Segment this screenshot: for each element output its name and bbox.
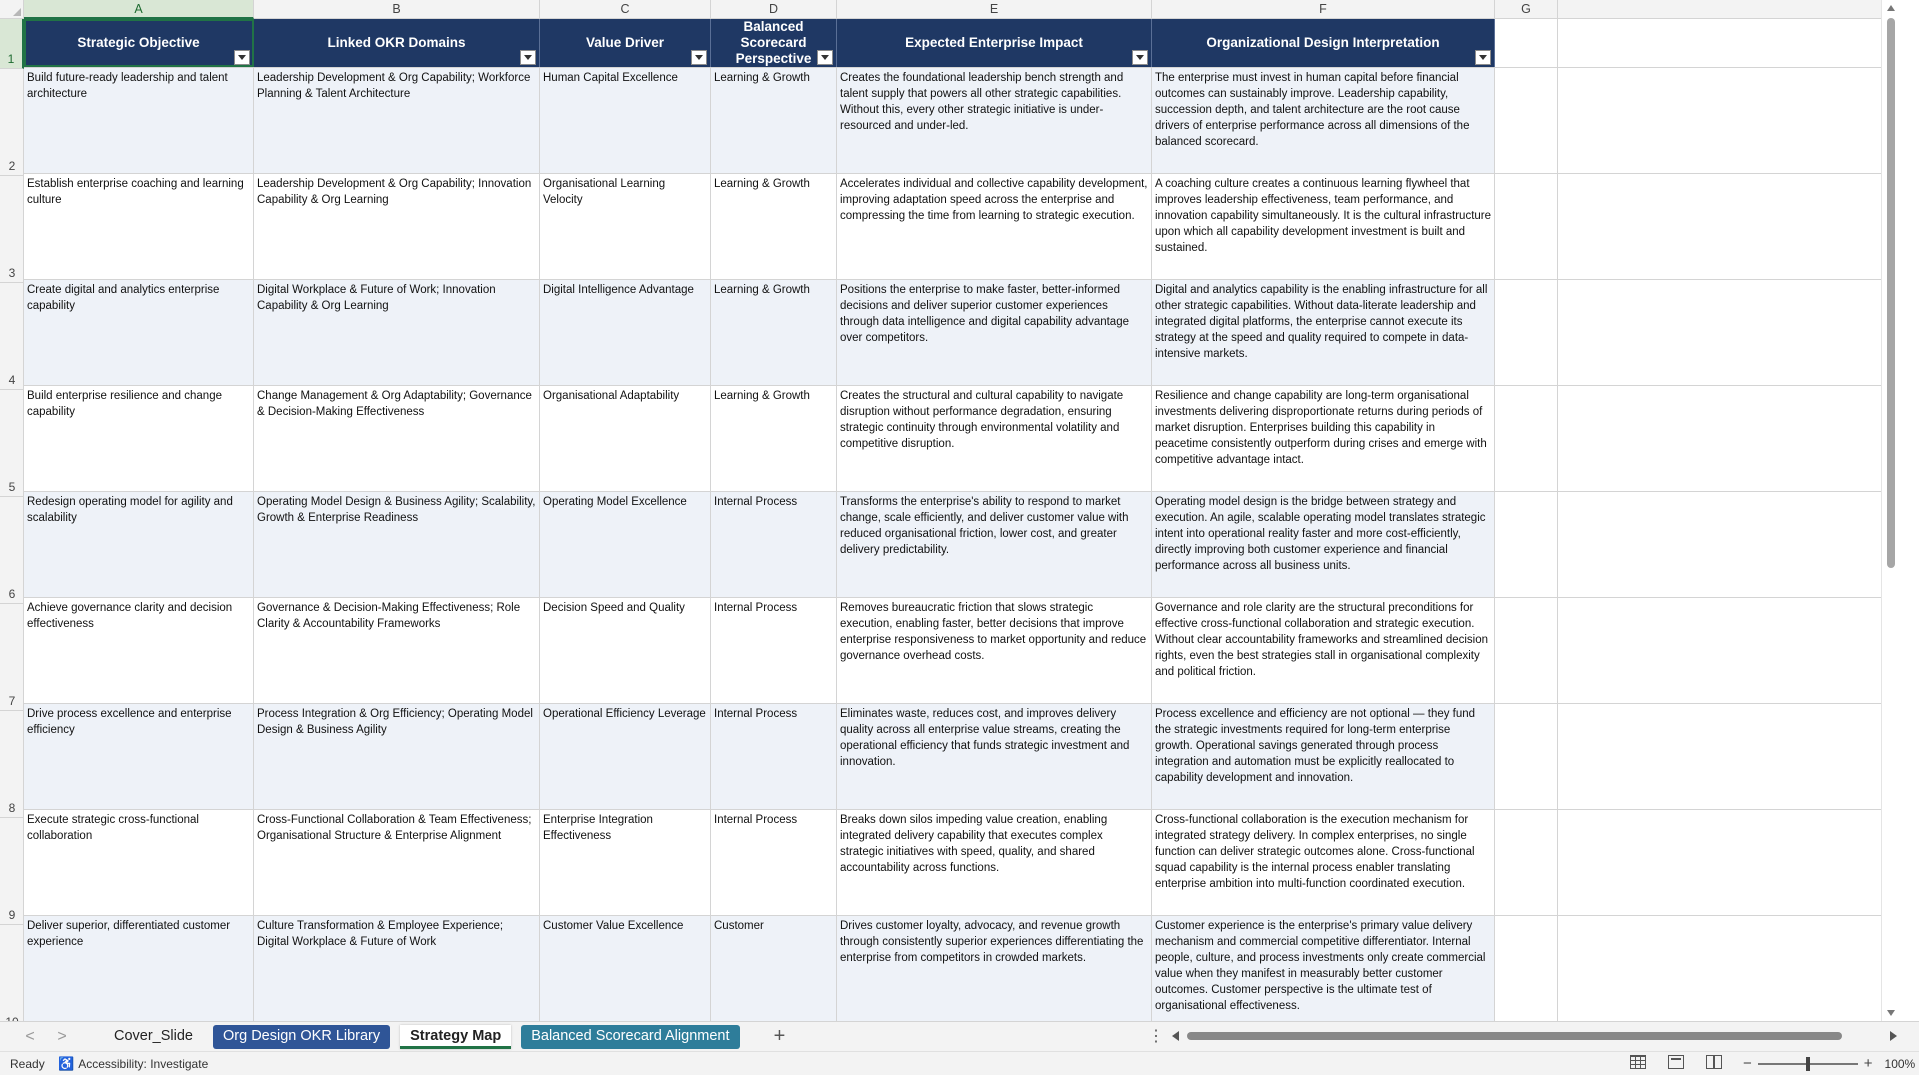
page-layout-view-icon[interactable] xyxy=(1668,1055,1684,1069)
row-header[interactable]: 9 xyxy=(0,818,24,925)
cell-expected-impact[interactable]: Accelerates individual and collective capability development, improving adaptation speed across the enterprise and compressing the time from learning to strategic execution. xyxy=(837,174,1152,279)
cell-org-design-interpretation[interactable]: The enterprise must invest in human capital before financial outcomes can sustainably improve. Leadership capability, succession depth, and talent architecture are the root cause drivers of enterprise performance across all dimensions of the balanced scorecard. xyxy=(1152,68,1495,173)
table-row xyxy=(24,492,1900,598)
tab-next-icon[interactable]: > xyxy=(57,1027,67,1045)
scroll-left-icon[interactable] xyxy=(1172,1031,1179,1041)
cell-expected-impact[interactable]: Creates the structural and cultural capability to navigate disruption without performance degradation, ensuring strategic continuity through environmental volatility and competitive disruption. xyxy=(837,386,1152,491)
cell-linked-okr-domains[interactable]: Governance & Decision-Making Effectiveness; Role Clarity & Accountability Frameworks xyxy=(254,598,540,703)
empty-cell[interactable] xyxy=(1495,68,1558,173)
cell-bsc-perspective[interactable]: Internal Process xyxy=(711,810,837,915)
cell-bsc-perspective[interactable]: Learning & Growth xyxy=(711,280,837,385)
accessibility-label: Accessibility: Investigate xyxy=(78,1056,209,1071)
cell-area xyxy=(24,19,1900,1021)
cell-expected-impact[interactable]: Drives customer loyalty, advocacy, and revenue growth through consistently superior experiences differentiating the enterprise from competitors in crowded markets. xyxy=(837,916,1152,1021)
cell-value-driver[interactable]: Organisational Adaptability xyxy=(540,386,711,491)
table-row xyxy=(24,386,1900,492)
header-cell-org-design-interpretation[interactable]: Organizational Design Interpretation xyxy=(1152,19,1495,67)
filter-dropdown-icon[interactable] xyxy=(1132,50,1148,65)
header-cell-expected-impact[interactable]: Expected Enterprise Impact xyxy=(837,19,1152,67)
scroll-up-icon[interactable] xyxy=(1887,5,1895,11)
cell-linked-okr-domains[interactable]: Leadership Development & Org Capability; Workforce Planning & Talent Architecture xyxy=(254,68,540,173)
row-header[interactable]: 1 xyxy=(0,19,24,69)
cell-expected-impact[interactable]: Removes bureaucratic friction that slows strategic execution, enabling faster, better decisions that improve enterprise responsiveness to market opportunity and reduce governance overhead costs. xyxy=(837,598,1152,703)
cell-linked-okr-domains[interactable]: Cross-Functional Collaboration & Team Effectiveness; Organisational Structure & Enterprise Alignment xyxy=(254,810,540,915)
zoom-control xyxy=(1743,1055,1915,1072)
cell-bsc-perspective[interactable]: Internal Process xyxy=(711,704,837,809)
zoom-out-icon[interactable]: − xyxy=(1743,1055,1752,1072)
cell-linked-okr-domains[interactable]: Change Management & Org Adaptability; Governance & Decision-Making Effectiveness xyxy=(254,386,540,491)
column-headers xyxy=(24,0,1900,19)
cell-strategic-objective[interactable]: Create digital and analytics enterprise capability xyxy=(24,280,254,385)
row-headers xyxy=(0,19,24,1021)
add-sheet-icon[interactable]: + xyxy=(773,1025,786,1047)
empty-cell[interactable] xyxy=(1495,19,1558,67)
cell-strategic-objective[interactable]: Establish enterprise coaching and learning culture xyxy=(24,174,254,279)
empty-cell[interactable] xyxy=(1495,492,1558,597)
column-header-d[interactable]: D xyxy=(711,0,837,19)
row-header[interactable]: 5 xyxy=(0,390,24,497)
cell-org-design-interpretation[interactable]: Resilience and change capability are long-term organisational investments delivering disproportionate returns during periods of market disruption. Enterprises building this capability in peacetime consistently outperform during crises and emerge with competitive advantage intact. xyxy=(1152,386,1495,491)
empty-cell[interactable] xyxy=(1495,704,1558,809)
select-all-corner[interactable] xyxy=(0,0,24,19)
cell-org-design-interpretation[interactable]: Governance and role clarity are the structural preconditions for effective cross-functional collaboration and strategic execution. Without clear accountability frameworks and streamlined decision rights, even the best strategies stall in organisational complexity and political friction. xyxy=(1152,598,1495,703)
cell-strategic-objective[interactable]: Build enterprise resilience and change capability xyxy=(24,386,254,491)
vertical-scroll-thumb[interactable] xyxy=(1887,18,1895,568)
cell-value-driver[interactable]: Human Capital Excellence xyxy=(540,68,711,173)
vertical-scrollbar[interactable] xyxy=(1881,0,1900,1021)
sheet-tab-bar xyxy=(0,1021,1919,1051)
empty-cell[interactable] xyxy=(1495,916,1558,1021)
cell-strategic-objective[interactable]: Redesign operating model for agility and scalability xyxy=(24,492,254,597)
cell-value-driver[interactable]: Operational Efficiency Leverage xyxy=(540,704,711,809)
cell-org-design-interpretation[interactable]: Process excellence and efficiency are not optional — they fund the strategic investments required for long-term enterprise growth. Operational savings generated through process integration and automation must be explicitly reallocated to capability development and innovation. xyxy=(1152,704,1495,809)
cell-linked-okr-domains[interactable]: Operating Model Design & Business Agility; Scalability, Growth & Enterprise Readiness xyxy=(254,492,540,597)
empty-cell[interactable] xyxy=(1495,174,1558,279)
filter-dropdown-icon[interactable] xyxy=(234,50,250,65)
header-cell-value-driver[interactable]: Value Driver xyxy=(540,19,711,67)
cell-bsc-perspective[interactable]: Internal Process xyxy=(711,492,837,597)
table-row xyxy=(24,810,1900,916)
row-header[interactable] xyxy=(0,925,24,1032)
cell-linked-okr-domains[interactable]: Digital Workplace & Future of Work; Innovation Capability & Org Learning xyxy=(254,280,540,385)
cell-value-driver[interactable]: Digital Intelligence Advantage xyxy=(540,280,711,385)
cell-expected-impact[interactable]: Positions the enterprise to make faster, better-informed decisions and deliver superior customer experiences through data intelligence and digital capability advantage over competitors. xyxy=(837,280,1152,385)
sheet-tab-cover-slide[interactable]: Cover_Slide xyxy=(114,1027,193,1044)
sheet-tab-balanced-scorecard-alignment[interactable]: Balanced Scorecard Alignment xyxy=(521,1025,739,1049)
horizontal-scroll-thumb[interactable] xyxy=(1187,1032,1842,1040)
header-cell-linked-okr-domains[interactable]: Linked OKR Domains xyxy=(254,19,540,67)
cell-expected-impact[interactable]: Eliminates waste, reduces cost, and improves delivery quality across all enterprise value streams, creating the operational efficiency that funds strategic investment and innovation. xyxy=(837,704,1152,809)
scroll-right-icon[interactable] xyxy=(1890,1031,1897,1041)
column-header-c[interactable]: C xyxy=(540,0,711,19)
cell-value-driver[interactable]: Operating Model Excellence xyxy=(540,492,711,597)
status-bar xyxy=(0,1051,1919,1075)
accessibility-status[interactable] xyxy=(58,1056,208,1072)
view-switcher xyxy=(1630,1055,1722,1069)
cell-strategic-objective[interactable]: Build future-ready leadership and talent architecture xyxy=(24,68,254,173)
column-header-b[interactable]: B xyxy=(254,0,540,19)
cell-org-design-interpretation[interactable]: Cross-functional collaboration is the execution mechanism for integrated strategy delivery. In complex enterprises, no single function can deliver strategic outcomes alone. Cross-functional squad capability is the internal process enabler translating enterprise ambition into multi-function coordinated execution. xyxy=(1152,810,1495,915)
column-header-e[interactable]: E xyxy=(837,0,1152,19)
cell-value-driver[interactable]: Customer Value Excellence xyxy=(540,916,711,1021)
status-ready-text: Ready xyxy=(10,1056,45,1071)
zoom-slider-knob[interactable] xyxy=(1806,1057,1810,1071)
horizontal-scrollbar[interactable] xyxy=(1172,1029,1897,1043)
row-header[interactable]: 8 xyxy=(0,711,24,818)
table-row xyxy=(24,174,1900,280)
zoom-in-icon[interactable]: + xyxy=(1863,1055,1873,1072)
empty-cell[interactable] xyxy=(1495,386,1558,491)
row-header[interactable]: 3 xyxy=(0,176,24,283)
cell-bsc-perspective[interactable]: Learning & Growth xyxy=(711,68,837,173)
table-row xyxy=(24,68,1900,174)
cell-expected-impact[interactable]: Transforms the enterprise's ability to respond to market change, scale efficiently, and deliver customer value with reduced organisational friction, lower cost, and greater delivery predictability. xyxy=(837,492,1152,597)
filter-dropdown-icon[interactable] xyxy=(691,50,707,65)
cell-bsc-perspective[interactable]: Internal Process xyxy=(711,598,837,703)
cell-bsc-perspective[interactable]: Learning & Growth xyxy=(711,386,837,491)
scroll-down-icon[interactable] xyxy=(1887,1010,1895,1016)
cell-value-driver[interactable]: Enterprise Integration Effectiveness xyxy=(540,810,711,915)
cell-strategic-objective[interactable]: Achieve governance clarity and decision effectiveness xyxy=(24,598,254,703)
filter-dropdown-icon[interactable] xyxy=(817,50,833,65)
row-header[interactable]: 6 xyxy=(0,497,24,604)
column-header-f[interactable]: F xyxy=(1152,0,1495,19)
cell-linked-okr-domains[interactable]: Leadership Development & Org Capability; Innovation Capability & Org Learning xyxy=(254,174,540,279)
zoom-slider[interactable] xyxy=(1758,1063,1858,1065)
zoom-level[interactable]: 100% xyxy=(1884,1056,1916,1071)
empty-cell[interactable] xyxy=(1495,810,1558,915)
more-options-icon[interactable]: ⋮ xyxy=(1148,1028,1164,1045)
table-header-row xyxy=(24,19,1900,68)
filter-dropdown-icon[interactable] xyxy=(1475,50,1491,65)
cell-org-design-interpretation[interactable]: A coaching culture creates a continuous learning flywheel that improves leadership effectiveness, team performance, and innovation capability simultaneously. It is the cultural infrastructure upon which all capability development investment is built and sustained. xyxy=(1152,174,1495,279)
column-header-g[interactable]: G xyxy=(1495,0,1558,19)
accessibility-icon: ♿ xyxy=(58,1055,75,1071)
column-header-a[interactable]: A xyxy=(24,0,254,19)
cell-expected-impact[interactable]: Breaks down silos impeding value creation, enabling integrated delivery capability that executes complex strategic initiatives with speed, quality, and shared accountability across functions. xyxy=(837,810,1152,915)
row-header[interactable]: 4 xyxy=(0,283,24,390)
cell-org-design-interpretation[interactable]: Digital and analytics capability is the enabling infrastructure for all other strategic capabilities. Without data-literate leadership and integrated digital platforms, the enterprise cannot execute its strategy at the speed and quality required to compete in data-intensive markets. xyxy=(1152,280,1495,385)
table-row xyxy=(24,916,1900,1022)
cell-linked-okr-domains[interactable]: Culture Transformation & Employee Experience; Digital Workplace & Future of Work xyxy=(254,916,540,1021)
cell-expected-impact[interactable]: Creates the foundational leadership bench strength and talent supply that powers all other strategic capabilities. Without this, every other strategic initiative is under-resourced and under-led. xyxy=(837,68,1152,173)
cell-linked-okr-domains[interactable]: Process Integration & Org Efficiency; Operating Model Design & Business Agility xyxy=(254,704,540,809)
table-row xyxy=(24,598,1900,704)
cell-strategic-objective[interactable]: Drive process excellence and enterprise efficiency xyxy=(24,704,254,809)
filter-dropdown-icon[interactable] xyxy=(520,50,536,65)
header-cell-strategic-objective[interactable]: Strategic Objective xyxy=(24,19,254,67)
header-cell-bsc-perspective[interactable]: Balanced Scorecard Perspective xyxy=(711,19,837,67)
sheet-tab-strategy-map[interactable]: Strategy Map xyxy=(400,1025,511,1049)
tab-prev-icon[interactable]: < xyxy=(25,1027,35,1045)
row-header[interactable]: 2 xyxy=(0,69,24,176)
cell-value-driver[interactable]: Decision Speed and Quality xyxy=(540,598,711,703)
empty-cell[interactable] xyxy=(1495,280,1558,385)
cell-org-design-interpretation[interactable]: Customer experience is the enterprise's primary value delivery mechanism and commercial competitive differentiator. Internal people, culture, and process investments only create commercial value when they manifest in measurably better customer outcomes. Customer perspective is the ultimate test of organisational effectiveness. xyxy=(1152,916,1495,1021)
empty-cell[interactable] xyxy=(1495,598,1558,703)
cell-strategic-objective[interactable]: Execute strategic cross-functional collaboration xyxy=(24,810,254,915)
cell-bsc-perspective[interactable]: Learning & Growth xyxy=(711,174,837,279)
cell-bsc-perspective[interactable]: Customer xyxy=(711,916,837,1021)
cell-org-design-interpretation[interactable]: Operating model design is the bridge between strategy and execution. An agile, scalable operating model translates strategic intent into operational reality faster and more cost-efficiently, directly improving both customer experience and financial performance across all business units. xyxy=(1152,492,1495,597)
table-row xyxy=(24,280,1900,386)
normal-view-icon[interactable] xyxy=(1630,1055,1646,1069)
cell-strategic-objective[interactable]: Deliver superior, differentiated customer experience xyxy=(24,916,254,1021)
row-header[interactable]: 7 xyxy=(0,604,24,711)
cell-value-driver[interactable]: Organisational Learning Velocity xyxy=(540,174,711,279)
table-row xyxy=(24,704,1900,810)
page-break-preview-icon[interactable] xyxy=(1706,1055,1722,1069)
sheet-tab-org-design-okr-library[interactable]: Org Design OKR Library xyxy=(213,1025,390,1049)
